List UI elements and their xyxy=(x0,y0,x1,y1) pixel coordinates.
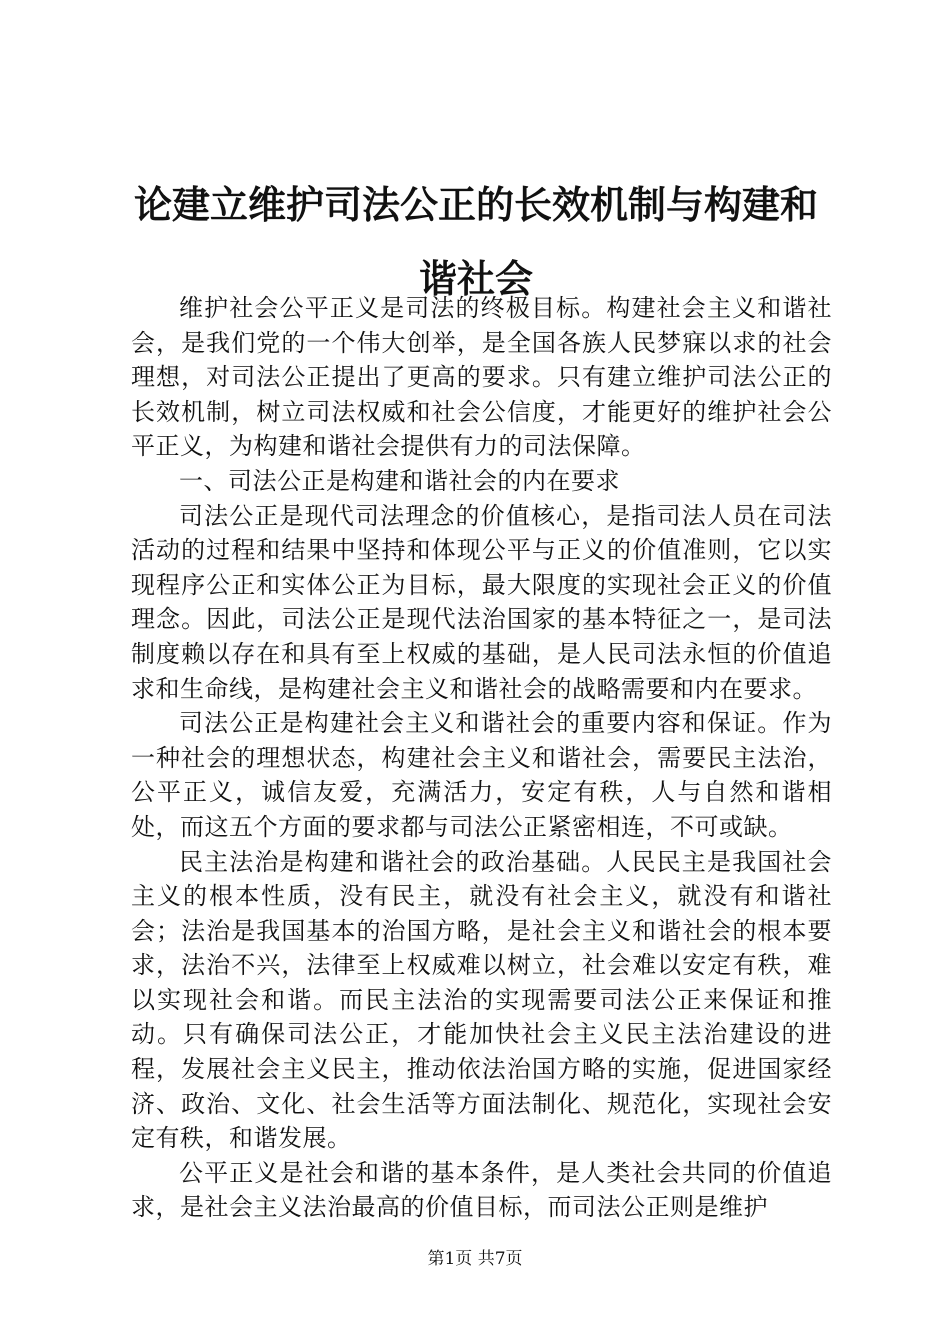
paragraph-harmony-content: 司法公正是构建社会主义和谐社会的重要内容和保证。作为一种社会的理想状态，构建社会主义和谐社会，需要民主法治，公平正义，诚信友爱，充满活力，安定有秩，人与自然和谐相处，而这五个方面的要求都与司法公正紧密相连，不可或缺。 xyxy=(131,709,832,841)
paragraph-justice-core: 司法公正是现代司法理念的价值核心，是指司法人员在司法活动的过程和结果中坚持和体现公平与正义的价值准则，它以实现程序公正和实体公正为目标，最大限度的实现社会正义的价值理念。因此，司法公正是现代法治国家的基本特征之一，是司法制度赖以存在和具有至上权威的基础，是人民司法永恒的价值追求和生命线，是构建社会主义和谐社会的战略需要和内在要求。 xyxy=(131,501,832,703)
document-body xyxy=(131,291,832,1225)
paragraph-democracy-rule-of-law: 民主法治是构建和谐社会的政治基础。人民民主是我国社会主义的根本性质，没有民主，就没有社会主义，就没有和谐社会；法治是我国基本的治国方略，是社会主义和谐社会的根本要求，法治不兴，法律至上权威难以树立，社会难以安定有秩，难以实现社会和谐。而民主法治的实现需要司法公正来保证和推动。只有确保司法公正，才能加快社会主义民主法治建设的进程，发展社会主义民主，推动依法治国方略的实施，促进国家经济、政治、文化、社会生活等方面法制化、规范化，实现社会安定有秩，和谐发展。 xyxy=(131,847,832,1153)
document-title: 论建立维护司法公正的长效机制与构建和谐社会 xyxy=(133,182,818,301)
page-number-footer: 第1页 共7页 xyxy=(427,1249,523,1269)
paragraph-fairness-justice: 公平正义是社会和谐的基本条件，是人类社会共同的价值追求，是社会主义法治最高的价值目标，而司法公正则是维护 xyxy=(131,1158,832,1222)
section-heading-1: 一、司法公正是构建和谐社会的内在要求 xyxy=(179,466,620,495)
paragraph-intro: 维护社会公平正义是司法的终极目标。构建社会主义和谐社会，是我们党的一个伟大创举，是全国各族人民梦寐以求的社会理想，对司法公正提出了更高的要求。只有建立维护司法公正的长效机制，树立司法权威和社会公信度，才能更好的维护社会公平正义，为构建和谐社会提供有力的司法保障。 xyxy=(131,294,832,461)
